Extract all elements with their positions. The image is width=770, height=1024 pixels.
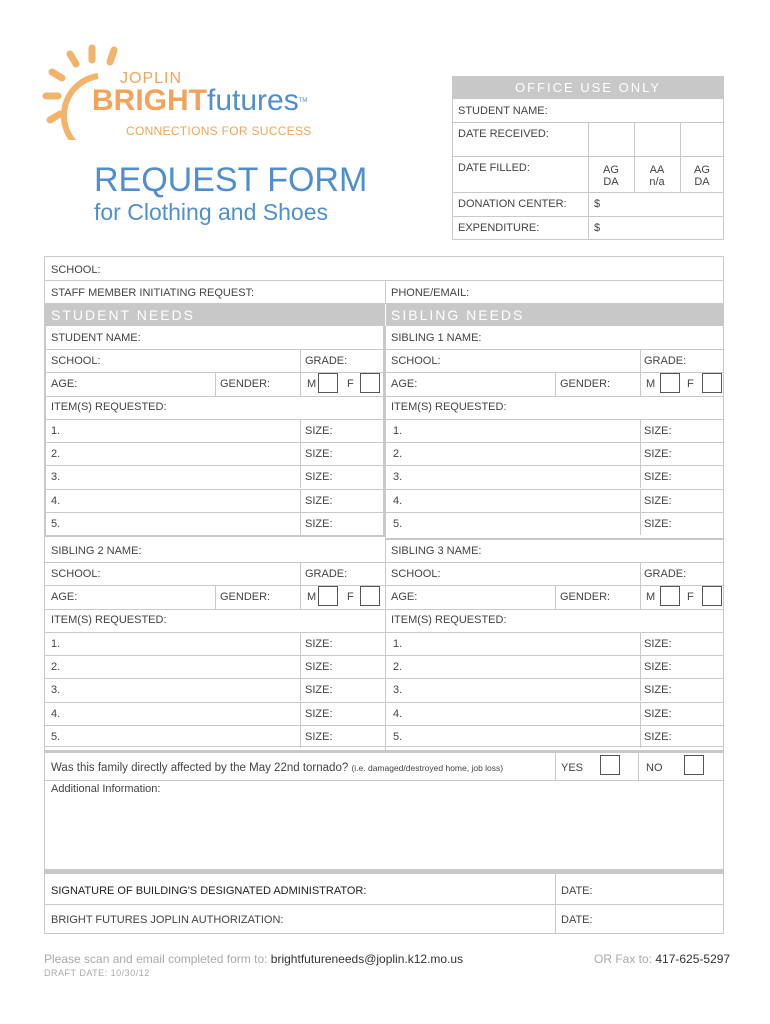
code-bottom: DA	[694, 176, 710, 188]
tornado-no-checkbox[interactable]	[684, 755, 704, 775]
admin-date-field[interactable]: DATE:	[561, 885, 593, 897]
office-code-3[interactable]	[680, 164, 724, 188]
office-date-received: DATE RECEIVED:	[458, 128, 549, 140]
fax-prefix: OR Fax to:	[594, 952, 653, 966]
sibling2-item-5-size[interactable]: SIZE:	[305, 731, 333, 743]
sibling3-item-5-size[interactable]: SIZE:	[644, 731, 672, 743]
sibling1-item-2-field[interactable]: 2.	[393, 448, 403, 460]
sibling2-age-field[interactable]: AGE:	[51, 591, 78, 603]
tornado-question	[51, 762, 503, 774]
sibling3-age-field[interactable]: AGE:	[391, 591, 418, 603]
student-item-5-field[interactable]: 5.	[51, 518, 61, 530]
sibling3-school-field[interactable]: SCHOOL:	[391, 568, 441, 580]
logo-bright: BRIGHT	[92, 84, 207, 117]
additional-info-field[interactable]: Additional Information:	[51, 783, 161, 795]
student-item-4-size[interactable]: SIZE:	[305, 495, 333, 507]
sibling3-items-label: ITEM(S) REQUESTED:	[391, 614, 507, 626]
sibling1-item-2-size[interactable]: SIZE:	[644, 448, 672, 460]
sibling1-m-checkbox[interactable]	[660, 373, 680, 393]
sibling2-items-label: ITEM(S) REQUESTED:	[51, 614, 167, 626]
office-dollar-2: $	[594, 222, 601, 234]
office-date-filled: DATE FILLED:	[458, 162, 530, 174]
student-f-checkbox[interactable]	[360, 373, 380, 393]
code-bottom: n/a	[649, 176, 665, 188]
tornado-separator	[44, 750, 724, 753]
sibling-needs-header: SIBLING NEEDS	[386, 304, 724, 326]
student-age-field[interactable]: AGE:	[51, 378, 78, 390]
student-item-3-field[interactable]: 3.	[51, 471, 61, 483]
student-item-1-size[interactable]: SIZE:	[305, 425, 333, 437]
logo-tagline: CONNECTIONS FOR SUCCESS	[126, 124, 312, 138]
office-code-2[interactable]	[634, 164, 680, 188]
student-item-1-field[interactable]: 1.	[51, 425, 61, 437]
sibling1-item-5-size[interactable]: SIZE:	[644, 518, 672, 530]
logo-wordmark	[92, 84, 307, 118]
sibling1-item-3-size[interactable]: SIZE:	[644, 471, 672, 483]
sibling3-item-5-field[interactable]: 5.	[393, 731, 403, 743]
student-name-field[interactable]: STUDENT NAME:	[51, 332, 141, 344]
sibling3-grade-field[interactable]: GRADE:	[644, 568, 687, 580]
footer-fax	[594, 952, 730, 966]
student-items-label: ITEM(S) REQUESTED:	[51, 401, 167, 413]
sibling3-gender-label: GENDER:	[560, 591, 611, 603]
form-title: REQUEST FORM	[94, 161, 368, 199]
form-subtitle: for Clothing and Shoes	[94, 199, 328, 225]
tornado-no-label: NO	[646, 762, 663, 774]
sibling3-m-checkbox[interactable]	[660, 586, 680, 606]
sibling1-gender-label: GENDER:	[560, 378, 611, 390]
student-f-label: F	[347, 378, 354, 390]
tornado-question-text: Was this family directly affected by the May 22nd tornado?	[51, 762, 349, 774]
office-donation-center: DONATION CENTER:	[458, 198, 567, 210]
tornado-yes-label: YES	[561, 762, 584, 774]
sibling2-item-4-size[interactable]: SIZE:	[305, 708, 333, 720]
sibling2-item-5-field[interactable]: 5.	[51, 731, 61, 743]
student-school-field[interactable]: SCHOOL:	[51, 355, 101, 367]
sibling2-item-3-field[interactable]: 3.	[51, 684, 61, 696]
sibling2-item-3-size[interactable]: SIZE:	[305, 684, 333, 696]
block-separator	[386, 538, 724, 540]
footer-email-link[interactable]: brightfutureneeds@joplin.k12.mo.us	[270, 952, 464, 966]
student-m-checkbox[interactable]	[318, 373, 338, 393]
office-student-name: STUDENT NAME:	[458, 105, 548, 117]
sibling1-item-5-field[interactable]: 5.	[393, 518, 403, 530]
sibling2-m-label: M	[307, 591, 317, 603]
sibling2-m-checkbox[interactable]	[318, 586, 338, 606]
sibling2-gender-label: GENDER:	[220, 591, 271, 603]
sibling1-m-label: M	[646, 378, 656, 390]
student-item-2-field[interactable]: 2.	[51, 448, 61, 460]
sibling1-item-4-field[interactable]: 4.	[393, 495, 403, 507]
admin-signature-field[interactable]: SIGNATURE OF BUILDING'S DESIGNATED ADMINISTRATOR:	[51, 885, 367, 897]
sibling3-m-label: M	[646, 591, 656, 603]
sibling2-item-1-field[interactable]: 1.	[51, 638, 61, 650]
sibling2-item-4-field[interactable]: 4.	[51, 708, 61, 720]
code-top: AA	[649, 164, 665, 176]
sibling3-item-3-size[interactable]: SIZE:	[644, 684, 672, 696]
student-m-label: M	[307, 378, 317, 390]
office-expenditure: EXPENDITURE:	[458, 222, 540, 234]
logo-futures: futures	[207, 84, 299, 117]
tornado-hint: (i.e. damaged/destroyed home, job loss)	[351, 763, 504, 773]
fax-number: 417-625-5297	[655, 952, 731, 966]
office-dollar-1: $	[594, 198, 601, 210]
sibling3-item-1-size[interactable]: SIZE:	[644, 638, 672, 650]
logo-joplin: JOPLIN	[120, 70, 183, 87]
sibling2-name-field[interactable]: SIBLING 2 NAME:	[51, 545, 142, 557]
sibling2-school-field[interactable]: SCHOOL:	[51, 568, 101, 580]
sibling1-age-field[interactable]: AGE:	[391, 378, 418, 390]
code-top: AG	[694, 164, 710, 176]
sibling3-item-1-field[interactable]: 1.	[393, 638, 403, 650]
staff-field[interactable]: STAFF MEMBER INITIATING REQUEST:	[51, 287, 255, 299]
sibling1-f-label: F	[687, 378, 694, 390]
student-item-2-size[interactable]: SIZE:	[305, 448, 333, 460]
sibling3-item-4-field[interactable]: 4.	[393, 708, 403, 720]
sibling1-item-1-size[interactable]: SIZE:	[644, 425, 672, 437]
tornado-yes-checkbox[interactable]	[600, 755, 620, 775]
sibling2-f-label: F	[347, 591, 354, 603]
sibling2-item-1-size[interactable]: SIZE:	[305, 638, 333, 650]
sibling1-school-field[interactable]: SCHOOL:	[391, 355, 441, 367]
student-item-3-size[interactable]: SIZE:	[305, 471, 333, 483]
student-item-4-field[interactable]: 4.	[51, 495, 61, 507]
sibling3-f-label: F	[687, 591, 694, 603]
sibling3-f-checkbox[interactable]	[702, 586, 722, 606]
sibling2-item-2-size[interactable]: SIZE:	[305, 661, 333, 673]
phone-email-field[interactable]: PHONE/EMAIL:	[391, 287, 470, 299]
footer-instructions	[44, 952, 463, 966]
student-gender-label: GENDER:	[220, 378, 271, 390]
logo-tm: TM	[298, 98, 308, 104]
sibling1-item-4-size[interactable]: SIZE:	[644, 495, 672, 507]
code-top: AG	[603, 164, 619, 176]
sibling3-item-3-field[interactable]: 3.	[393, 684, 403, 696]
footer-prefix: Please scan and email completed form to:	[44, 952, 268, 966]
sibling1-f-checkbox[interactable]	[702, 373, 722, 393]
sibling1-grade-field[interactable]: GRADE:	[644, 355, 687, 367]
draft-date: DRAFT DATE: 10/30/12	[44, 968, 150, 978]
sibling3-item-2-size[interactable]: SIZE:	[644, 661, 672, 673]
sibling3-item-4-size[interactable]: SIZE:	[644, 708, 672, 720]
sibling1-item-1-field[interactable]: 1.	[393, 425, 403, 437]
sibling2-f-checkbox[interactable]	[360, 586, 380, 606]
sibling3-item-2-field[interactable]: 2.	[393, 661, 403, 673]
school-field[interactable]: SCHOOL:	[51, 264, 101, 276]
sibling3-name-field[interactable]: SIBLING 3 NAME:	[391, 545, 482, 557]
student-item-5-size[interactable]: SIZE:	[305, 518, 333, 530]
sibling2-item-2-field[interactable]: 2.	[51, 661, 61, 673]
authorization-date-field[interactable]: DATE:	[561, 914, 593, 926]
authorization-field[interactable]: BRIGHT FUTURES JOPLIN AUTHORIZATION:	[51, 914, 284, 926]
sibling1-item-3-field[interactable]: 3.	[393, 471, 403, 483]
sibling1-name-field[interactable]: SIBLING 1 NAME:	[391, 332, 482, 344]
office-code-1[interactable]	[588, 164, 634, 188]
student-grade-field[interactable]: GRADE:	[305, 355, 348, 367]
office-use-header: OFFICE USE ONLY	[453, 77, 723, 99]
student-needs-header: STUDENT NEEDS	[44, 304, 385, 326]
code-bottom: DA	[603, 176, 619, 188]
sibling1-items-label: ITEM(S) REQUESTED:	[391, 401, 507, 413]
logo	[40, 40, 360, 140]
sibling2-grade-field[interactable]: GRADE:	[305, 568, 348, 580]
